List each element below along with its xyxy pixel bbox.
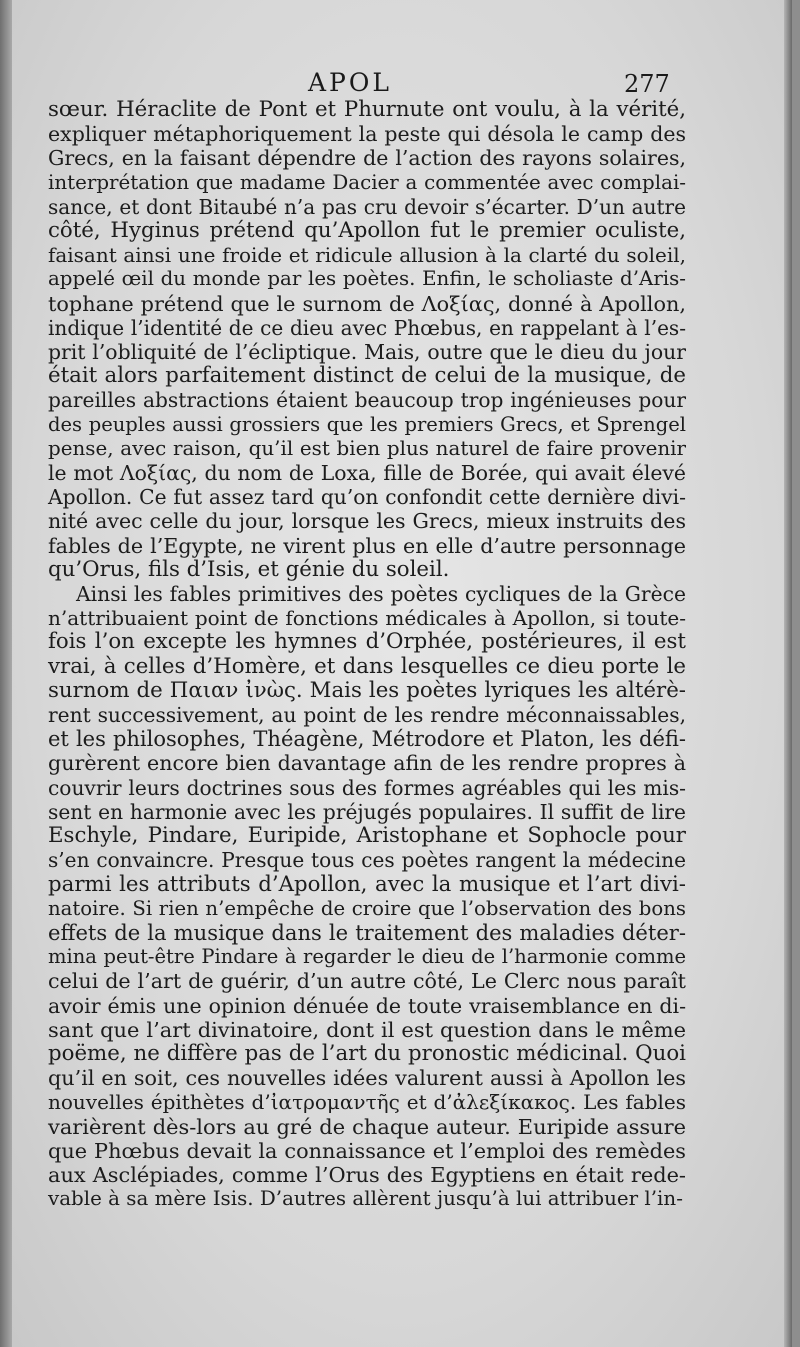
text-line: indique l’identité de ce dieu avec Phœbus, en rappelant à l’es- [48,315,686,340]
text-line: n’attribuaient point de fonctions médicales à Apollon, si toute- [48,606,686,631]
text-line: et les philosophes, Théagène, Métrodore et Platon, les défi- [48,726,686,752]
text-line: que Phœbus devait la connaissance et l’emploi des remèdes [48,1138,686,1163]
text-line: vable à sa mère Isis. D’autres allèrent jusqu’à lui attribuer l’in- [48,1187,683,1211]
text-line: sœur. Héraclite de Pont et Phurnute ont voulu, à la vérité, [48,97,686,122]
text-line: interprétation que madame Dacier a commentée avec complai- [48,170,686,194]
text-line: gurèrent encore bien davantage afin de les rendre propres à [48,751,686,776]
text-line: prit l’obliquité de l’écliptique. Mais, outre que le dieu du jour [48,340,686,365]
text-line: sant que l’art divinatoire, dont il est question dans le même [48,1017,686,1042]
text-line: vrai, à celles d’Homère, et dans lesquelles ce dieu porte le [48,653,686,679]
page-gutter-shadow [0,0,12,1347]
text-line: appelé œil du monde par les poètes. Enfin, le scholiaste d’Aris- [48,267,686,291]
text-line: pareilles abstractions étaient beaucoup trop ingénieuses pour [48,388,686,413]
paragraph [48,98,686,582]
book-page [12,0,792,1347]
text-line: sance, et dont Bitaubé n’a pas cru devoir s’écarter. D’un autre [48,194,686,219]
text-line: des peuples aussi grossiers que les premiers Grecs, et Sprengel [48,412,686,436]
running-head: APOL [308,68,392,97]
text-line: mina peut-être Pindare à regarder le dieu de l’harmonie comme [48,945,686,969]
text-line: côté, Hyginus prétend qu’Apollon fut le premier oculiste, [48,218,686,244]
text-line: parmi les attributs d’Apollon, avec la musique et l’art divi- [48,871,686,897]
text-line: faisant ainsi une froide et ridicule allusion à la clarté du soleil, [48,243,686,268]
text-line: celui de l’art de guérir, d’un autre côté, Le Clerc nous paraît [48,969,686,994]
text-line: avoir émis une opinion dénuée de toute vraisemblance en di- [48,993,686,1018]
text-line: était alors parfaitement distinct de celui de la musique, de [48,363,686,389]
text-line: Apollon. Ce fut assez tard qu’on confondit cette dernière divi- [48,485,686,510]
text-line: rent successivement, au point de les rendre méconnaissables, [48,703,686,728]
text-line: pense, avec raison, qu’il est bien plus naturel de faire provenir [48,436,686,460]
text-line: le mot Λοξίας, du nom de Loxa, fille de Borée, qui avait élevé [48,461,686,486]
text-line: varièrent dès-lors au gré de chaque auteur. Euripide assure [48,1114,686,1139]
text-line: qu’Orus, fils d’Isis, et génie du soleil. [48,556,450,582]
text-line: Ainsi les fables primitives des poètes cycliques de la Grèce [76,582,686,607]
text-line: tophane prétend que le surnom de Λοξίας, donné à Apollon, [48,291,686,316]
text-line: poëme, ne diffère pas de l’art du pronostic médicinal. Quoi [48,1040,686,1066]
text-line: fables de l’Egypte, ne virent plus en elle d’autre personnage [48,533,686,558]
text-line: s’en convaincre. Presque tous ces poètes rangent la médecine [48,848,686,873]
text-line: nité avec celle du jour, lorsque les Grecs, mieux instruits des [48,509,686,534]
page-number: 277 [624,70,670,98]
text-line: Eschyle, Pindare, Euripide, Aristophane et Sophocle pour [48,823,686,849]
text-line: qu’il en soit, ces nouvelles idées valurent aussi à Apollon les [48,1066,686,1091]
text-line: sent en harmonie avec les préjugés populaires. Il suffit de lire [48,799,686,824]
text-line: aux Asclépiades, comme l’Orus des Egyptiens en était rede- [48,1162,686,1187]
body-text [48,98,686,1211]
text-line: Grecs, en la faisant dépendre de l’action des rayons solaires, [48,146,686,171]
paragraph [48,582,686,1211]
text-line: expliquer métaphoriquement la peste qui désola le camp des [48,122,686,147]
text-line: fois l’on excepte les hymnes d’Orphée, postérieures, il est [48,629,686,655]
page-edge-shadow [784,0,792,1347]
text-line: effets de la musique dans le traitement des maladies déter- [48,919,686,945]
text-line: natoire. Si rien n’empêche de croire que l’observation des bons [48,896,686,920]
text-line: couvrir leurs doctrines sous des formes agréables qui les mis- [48,775,686,800]
text-line: surnom de Παιαν ἰνὼς. Mais les poètes lyriques les altérè- [48,677,686,703]
text-line: nouvelles épithètes d’ἰατρομαντῆς et d’ἀλεξίκακος. Les fables [48,1090,686,1115]
